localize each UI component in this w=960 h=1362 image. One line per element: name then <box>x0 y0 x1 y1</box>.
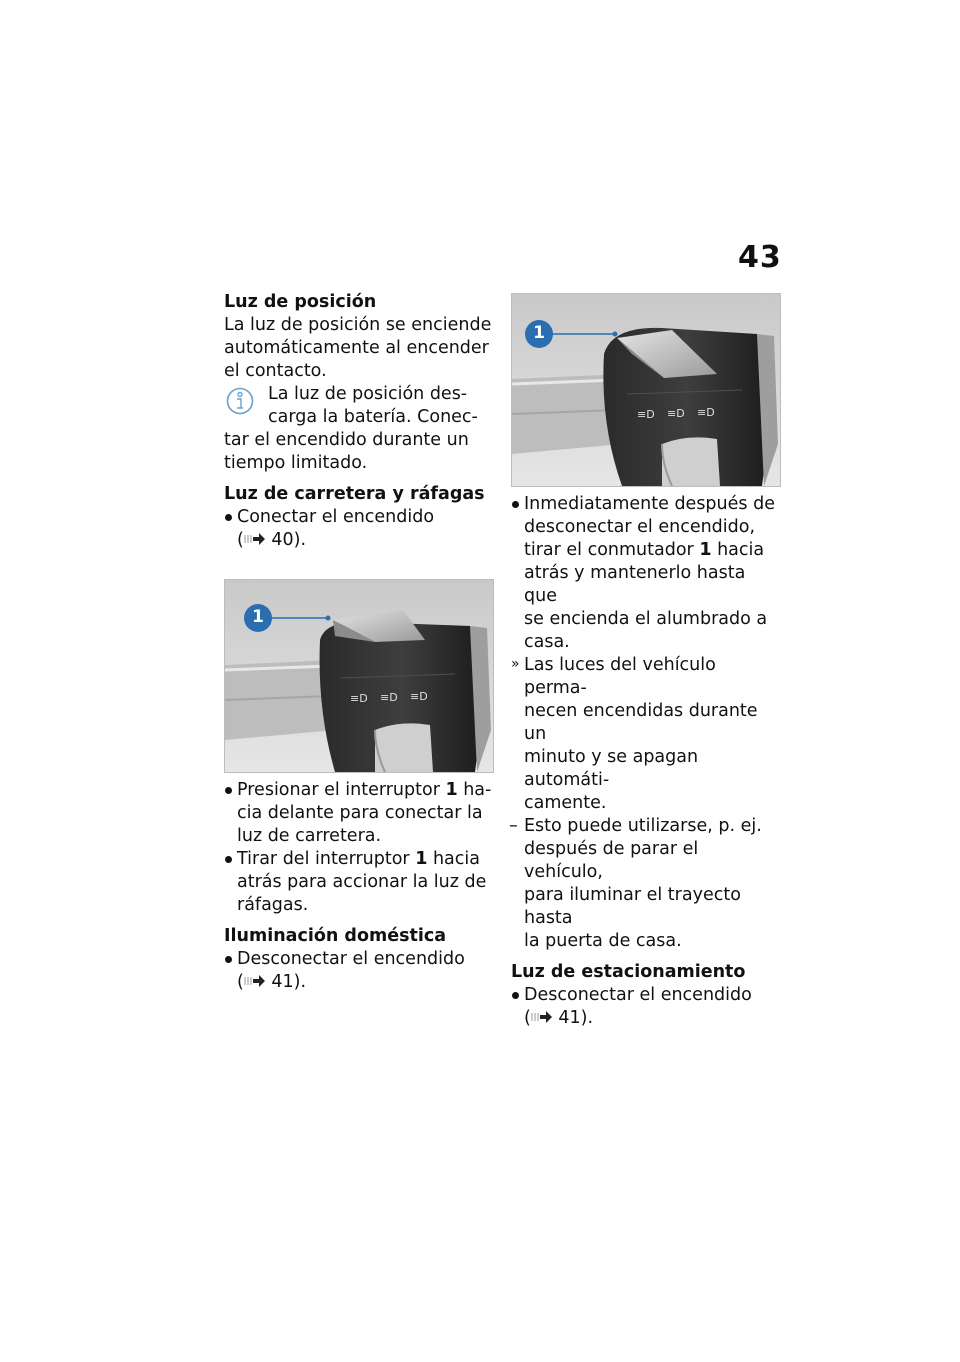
step-text: Presionar el interruptor <box>237 780 446 800</box>
step-text: Inmediatamente después de <box>524 494 775 514</box>
list-item <box>224 779 492 848</box>
page-reference-arrow-icon <box>531 1010 553 1024</box>
switch-reference: 1 <box>415 849 428 869</box>
note-line: carga la batería. Conec- <box>268 407 478 427</box>
high-beam-actions <box>224 779 492 917</box>
result-item <box>511 654 779 815</box>
list-item <box>511 493 779 654</box>
section-heading-high-beam: Luz de carretera y ráfagas <box>224 484 485 504</box>
switch-reference: 1 <box>445 780 458 800</box>
page-reference-arrow-icon <box>244 974 266 988</box>
note-line: tiempo limitado. <box>224 453 368 473</box>
svg-text:≡D: ≡D <box>410 690 428 703</box>
photo-frame <box>511 293 781 487</box>
right-column <box>511 291 779 1030</box>
step-text: Tirar del interruptor <box>237 849 416 869</box>
page-reference-arrow-icon <box>244 532 266 546</box>
step-text: luz de carretera. <box>237 826 382 846</box>
step-text: ráfagas. <box>237 895 309 915</box>
step-text: desconectar el encendido, <box>524 517 756 537</box>
dash-text: para iluminar el trayecto hasta <box>524 885 741 928</box>
photo-frame <box>224 579 494 773</box>
svg-text:≡D: ≡D <box>667 407 685 420</box>
handlebar-switch-photo-2 <box>511 293 779 487</box>
step-text: cia delante para conectar la <box>237 803 483 823</box>
step-text: tirar el conmutador <box>524 540 700 560</box>
parking-light-text <box>224 314 492 383</box>
step-text: Desconectar el encendido <box>524 985 752 1005</box>
result-text: minuto y se apagan automáti- <box>524 747 699 790</box>
result-text: camente. <box>524 793 607 813</box>
step-text: ha- <box>457 780 492 800</box>
list-item: Desconectar el encendido ( 41). <box>524 985 752 1028</box>
info-icon <box>226 387 254 415</box>
switch-reference: 1 <box>699 540 712 560</box>
home-lighting-procedure <box>511 493 779 953</box>
step-text: se encienda el alumbrado a <box>524 609 768 629</box>
dash-text: la puerta de casa. <box>524 931 682 951</box>
svg-text:≡D: ≡D <box>380 691 398 704</box>
list-item <box>224 848 492 917</box>
handlebar-switch-photo <box>224 579 492 773</box>
callout-number: 1 <box>533 323 545 343</box>
svg-text:≡D: ≡D <box>697 406 715 419</box>
svg-text:≡D: ≡D <box>637 408 655 421</box>
result-text: necen encendidas durante un <box>524 701 758 744</box>
high-beam-steps <box>224 506 492 552</box>
section-heading-parking-light-2: Luz de estacionamiento <box>511 962 746 982</box>
switch-illustration <box>512 294 780 486</box>
dash-marker: – <box>509 816 518 836</box>
section-heading-parking-light: Luz de posición <box>224 292 377 312</box>
dash-text: después de parar el vehículo, <box>524 839 699 882</box>
text-line: automáticamente al encender <box>224 338 489 358</box>
dash-text: Esto puede utilizarse, p. ej. <box>524 816 762 836</box>
step-text: atrás para accionar la luz de <box>237 872 487 892</box>
step-text: Desconectar el encendido <box>237 949 465 969</box>
dash-item <box>511 815 779 953</box>
step-text: hacia <box>427 849 480 869</box>
section-heading-home-lighting: Iluminación doméstica <box>224 926 447 946</box>
page-reference[interactable]: 40). <box>271 530 307 550</box>
svg-text:≡D: ≡D <box>350 692 368 705</box>
home-lighting-steps <box>224 948 492 994</box>
page-reference[interactable]: 41). <box>271 972 307 992</box>
note-line: La luz de posición des- <box>268 384 468 404</box>
result-text: Las luces del vehículo perma- <box>524 655 716 698</box>
page-reference[interactable]: 41). <box>558 1008 594 1028</box>
text-line: el contacto. <box>224 361 327 381</box>
page-number: 43 <box>738 240 782 275</box>
step-text: casa. <box>524 632 570 652</box>
list-item: Desconectar el encendido ( 41). <box>237 949 465 992</box>
step-text: hacia <box>711 540 765 560</box>
result-marker: » <box>511 656 520 672</box>
callout-number: 1 <box>252 607 264 627</box>
info-note <box>224 383 492 475</box>
step-text: Conectar el encendido <box>237 507 435 527</box>
left-column <box>224 291 492 994</box>
list-item: Conectar el encendido ( 40). <box>237 507 435 550</box>
text-line: La luz de posición se enciende <box>224 315 492 335</box>
parking-light-steps <box>511 984 779 1030</box>
note-line: tar el encendido durante un <box>224 430 469 450</box>
step-text: atrás y mantenerlo hasta que <box>524 563 746 606</box>
